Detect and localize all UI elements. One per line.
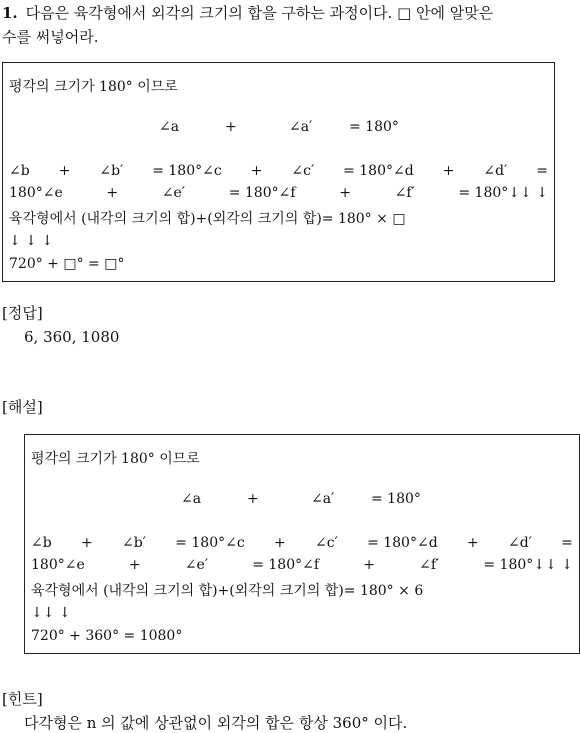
term: + [339,185,351,201]
expl-eq-plus: + [247,491,259,507]
box-line-5: 육각형에서 (내각의 크기의 합)+(외각의 크기의 합)= 180° × □ [9,211,406,227]
term: + [363,557,375,573]
question-box [2,62,555,282]
term: ∠e′ [161,185,186,201]
box-row-4 [9,185,548,201]
explanation-box [24,434,580,654]
term: + [128,557,141,573]
expl-line-5: 육각형에서 (내각의 크기의 합)+(외각의 크기의 합)= 180° × 6 [31,583,424,599]
term: ∠b [31,535,52,551]
term: ∠b′ [122,535,146,551]
box-row-3 [9,163,548,179]
term: ∠b′ [99,163,124,179]
term: = 180°↓↓ ↓ [458,185,548,201]
term: = 180°∠f [228,185,296,201]
term: + [81,535,93,551]
term: + [466,535,479,551]
explanation-label: [해설] [2,398,43,416]
answer-value: 6, 360, 1080 [24,328,120,346]
expl-row-4 [31,557,573,573]
term: + [58,163,71,179]
term: ∠c′ [315,535,338,551]
term: 180°∠e [9,185,63,201]
box-eq-a: ∠a [159,119,180,135]
question-number: 1. [2,4,18,22]
term: ∠f′ [419,557,440,573]
expl-eq-a-prime: ∠a′ [311,491,335,507]
term: = 180°∠f [252,557,320,573]
term: + [106,185,119,201]
term: + [273,535,286,551]
term: + [442,163,455,179]
expl-line-7: 720° + 360° = 1080° [31,628,183,644]
term: ∠d′ [508,535,532,551]
term: ∠b [9,163,30,179]
box-line-1: 평각의 크기가 180° 이므로 [9,79,178,95]
expl-line-1: 평각의 크기가 180° 이므로 [31,451,200,467]
expl-eq-result: = 180° [371,491,421,507]
term: + [250,163,263,179]
term: = [561,535,573,551]
term: ∠f′ [394,185,415,201]
box-eq-a-prime: ∠a′ [289,119,313,135]
term: = 180°∠c [152,163,222,179]
term: = 180°∠c [175,535,245,551]
question-text-1: 다음은 육각형에서 외각의 크기의 합을 구하는 과정이다. □ 안에 알맞은 [25,4,494,22]
hint-text: 다각형은 n 의 값에 상관없이 외각의 합은 항상 360° 이다. [24,714,408,732]
term: ∠d′ [483,163,508,179]
term: ∠c′ [291,163,315,179]
expl-line-6: ↓↓ ↓ [31,605,71,621]
question-line-1 [2,2,493,23]
hint-label: [힌트] [2,690,43,708]
expl-eq-a: ∠a [181,491,202,507]
term: 180°∠e [31,557,85,573]
box-line-6: ↓ ↓ ↓ [9,233,54,249]
answer-label: [정답] [2,304,43,322]
expl-row-3 [31,535,573,551]
box-eq-result: = 180° [349,119,399,135]
question-line-2: 수를 써넣어라. [2,28,99,46]
term: = 180°∠d [367,535,438,551]
term: = 180°∠d [343,163,414,179]
term: = [536,163,548,179]
box-eq-plus: + [225,119,237,135]
term: = 180°↓↓ ↓ [483,557,573,573]
box-line-7: 720° + □° = □° [9,256,125,272]
term: ∠e′ [184,557,209,573]
